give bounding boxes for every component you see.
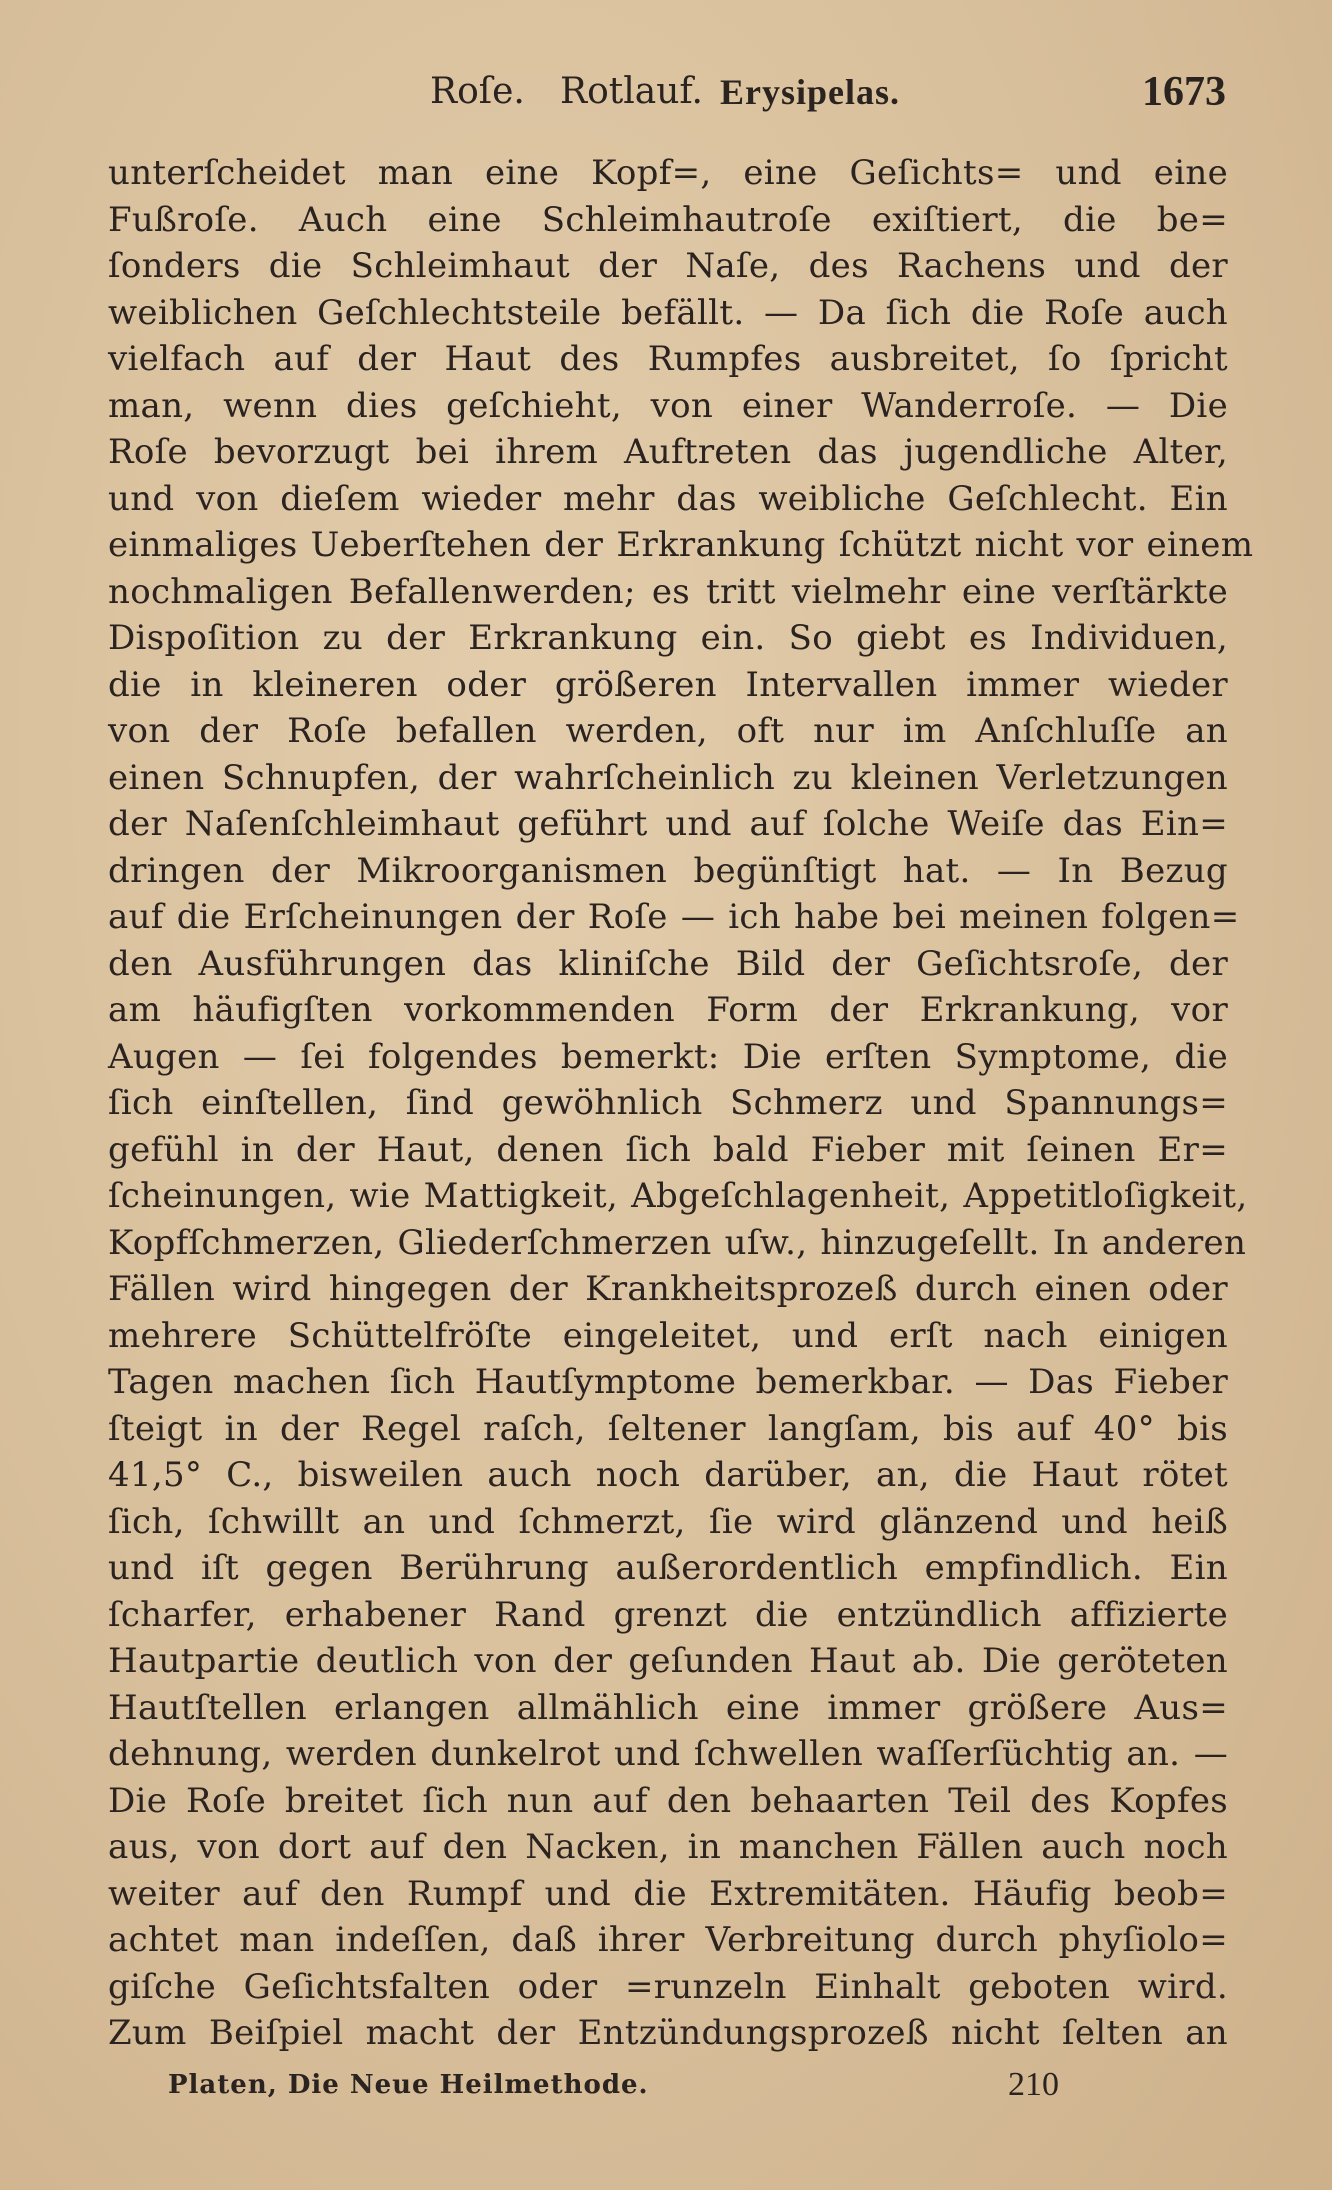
text-line: aus, von dort auf den Nacken, in manchen Fällen auch noch	[108, 1827, 1228, 1867]
text-line: 41,5° C., bisweilen auch noch darüber, an, die Haut rötet	[108, 1455, 1228, 1495]
page-number: 1673	[1142, 69, 1226, 115]
text-line: Die Roſe breitet ſich nun auf den behaarten Teil des Kopfes	[108, 1780, 1228, 1821]
text-line: ſteigt in der Regel raſch, ſeltener langſam, bis auf 40° bis	[108, 1408, 1228, 1449]
text-line: Augen — ſei folgendes bemerkt: Die erſten Symptome, die	[108, 1036, 1228, 1077]
text-line: ſich einſtellen, ſind gewöhnlich Schmerz und Spannungs=	[108, 1083, 1228, 1123]
text-line: dehnung, werden dunkelrot und ſchwellen waſſerſüchtig an. —	[108, 1734, 1228, 1774]
text-line: einen Schnupfen, der wahrſcheinlich zu kleinen Verletzungen	[108, 757, 1228, 798]
text-line: Hautſtellen erlangen allmählich eine immer größere Aus=	[108, 1687, 1228, 1728]
text-line: und von dieſem wieder mehr das weibliche Geſchlecht. Ein	[108, 478, 1228, 519]
text-line: den Ausführungen das kliniſche Bild der Geſichtsroſe, der	[108, 943, 1228, 984]
text-line: ſich, ſchwillt an und ſchmerzt, ſie wird glänzend und heiß	[108, 1501, 1228, 1542]
text-line: giſche Geſichtsfalten oder =runzeln Einhalt geboten wird.	[108, 1966, 1228, 2007]
running-head-erysipelas: Erysipelas.	[720, 72, 901, 112]
text-line: Roſe bevorzugt bei ihrem Auftreten das jugendliche Alter,	[108, 432, 1228, 472]
running-head	[430, 62, 1230, 122]
text-line: Kopfſchmerzen, Gliederſchmerzen uſw., hinzugeſellt. In anderen	[108, 1222, 1247, 1263]
text-line: ſcharfer, erhabener Rand grenzt die entzündlich affizierte	[108, 1594, 1228, 1635]
text-line: weiter auf den Rumpf und die Extremitäten. Häufig beob=	[108, 1873, 1228, 1914]
text-line: und iſt gegen Berührung außerordentlich empfindlich. Ein	[108, 1548, 1228, 1588]
text-line: Fußroſe. Auch eine Schleimhautroſe exiſtiert, die be=	[108, 199, 1228, 240]
text-line: von der Roſe befallen werden, oft nur im Anſchluſſe an	[108, 711, 1228, 751]
text-line: Zum Beiſpiel macht der Entzündungsprozeß nicht ſelten an	[108, 2013, 1228, 2053]
text-line: gefühl in der Haut, denen ſich bald Fieber mit ſeinen Er=	[108, 1129, 1228, 1170]
text-line: auf die Erſcheinungen der Roſe — ich habe bei meinen folgen=	[108, 897, 1240, 937]
page-footer	[168, 2060, 1228, 2110]
text-line: ſonders die Schleimhaut der Naſe, des Rachens und der	[108, 246, 1228, 286]
text-line: der Naſenſchleimhaut geführt und auf ſolche Weiſe das Ein=	[108, 804, 1228, 844]
text-line: ſcheinungen, wie Mattigkeit, Abgeſchlagenheit, Appetitloſigkeit,	[108, 1176, 1248, 1216]
text-line: mehrere Schüttelfröſte eingeleitet, und erſt nach einigen	[108, 1315, 1228, 1356]
body-text	[108, 150, 1254, 2057]
text-line: dringen der Mikroorganismen begünſtigt hat. — In Bezug	[108, 850, 1228, 891]
text-line: einmaliges Ueberſtehen der Erkrankung ſchützt nicht vor einem	[108, 525, 1254, 565]
text-line: am häufigſten vorkommenden Form der Erkrankung, vor	[108, 990, 1228, 1030]
text-line: Fällen wird hingegen der Krankheitsprozeß durch einen oder	[108, 1269, 1228, 1309]
text-line: vielfach auf der Haut des Rumpfes ausbreitet, ſo ſpricht	[108, 339, 1228, 379]
text-line: Dispoſition zu der Erkrankung ein. So giebt es Individuen,	[108, 618, 1228, 658]
book-imprint: Platen, Die Neue Heilmethode.	[168, 2070, 649, 2100]
text-line: achtet man indeſſen, daß ihrer Verbreitung durch phyſiolo=	[108, 1920, 1228, 1960]
text-line: Hautpartie deutlich von der geſunden Haut ab. Die geröteten	[108, 1641, 1228, 1681]
text-line: man, wenn dies geſchieht, von einer Wanderroſe. — Die	[108, 385, 1228, 426]
text-line: weiblichen Geſchlechtsteile befällt. — Da ſich die Roſe auch	[108, 292, 1228, 333]
running-head-rotlauf: Rotlauf.	[560, 71, 703, 112]
running-head-rose: Roſe.	[430, 71, 525, 112]
text-line: unterſcheidet man eine Kopf=, eine Geſichts= und eine	[108, 153, 1228, 193]
text-line: die in kleineren oder größeren Intervallen immer wieder	[108, 664, 1228, 705]
text-line: nochmaligen Befallenwerden; es tritt vielmehr eine verſtärkte	[108, 571, 1228, 612]
text-line: Tagen machen ſich Hautſymptome bemerkbar. — Das Fieber	[108, 1362, 1228, 1402]
sheet-signature: 210	[1008, 2066, 1059, 2103]
